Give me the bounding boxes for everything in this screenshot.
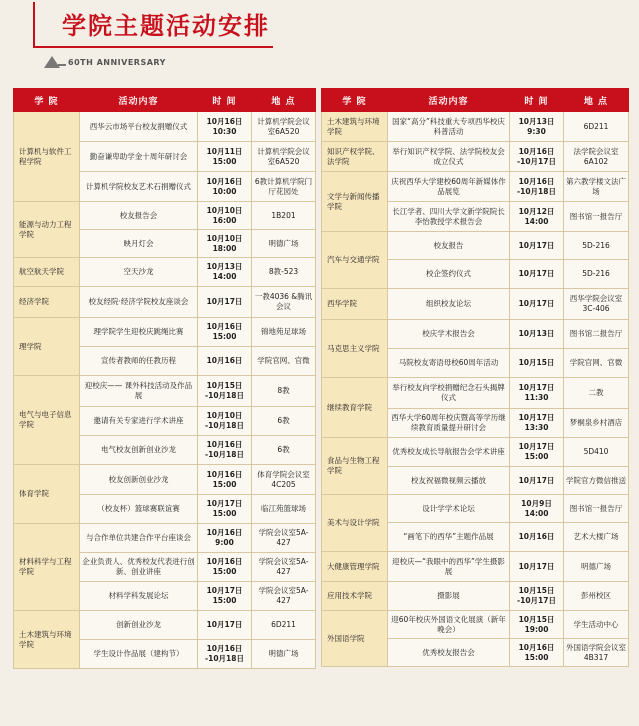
cell-time: 10月9日 14:00: [510, 495, 564, 523]
cell-time: 10月13日: [510, 320, 564, 349]
cell-activity: 校友创新创业沙龙: [80, 465, 198, 495]
cell-time: 10月10日 18:00: [198, 230, 252, 258]
table-row: [14, 202, 316, 230]
cell-activity: 优秀校友成长导航报告会学术讲座: [388, 438, 510, 467]
header-activity: 活动内容: [388, 89, 510, 112]
cell-time: 10月17日 15:00: [198, 495, 252, 524]
cell-school: 土木建筑与环境学院: [322, 112, 388, 142]
cell-time: 10月13日 14:00: [198, 258, 252, 287]
cell-activity: 企业负责人、优秀校友代表进行创新、创业讲座: [80, 553, 198, 582]
cell-activity: 国家“高分”科技重大专项西华校庆科普活动: [388, 112, 510, 142]
cell-place: 6教计算机学院门厅花园处: [252, 172, 316, 202]
cell-time: 10月16日: [510, 523, 564, 552]
cell-activity: 与合作单位共建合作平台座谈会: [80, 524, 198, 553]
cell-place: 第六教学楼文法广场: [564, 172, 629, 202]
cell-activity: 电气校友创新创业沙龙: [80, 436, 198, 465]
cell-school: 经济学院: [14, 287, 80, 318]
cell-activity: 举行知识产权学院、法学院校友会成立仪式: [388, 142, 510, 172]
cell-activity: 校友报告会: [80, 202, 198, 230]
cell-time: 10月16日 -10月17日: [510, 142, 564, 172]
cell-time: 10月12日 14:00: [510, 202, 564, 232]
cell-time: 10月15日: [510, 349, 564, 378]
cell-time: 10月17日 11:30: [510, 378, 564, 409]
cell-time: 10月17日 15:00: [198, 582, 252, 611]
cell-place: 体育学院会议室4C205: [252, 465, 316, 495]
table-row: [14, 318, 316, 347]
header-school: 学 院: [14, 89, 80, 112]
table-row: [14, 112, 316, 142]
cell-activity: 西华大学60周年校庆暨高等学历继续教育质量提升研讨会: [388, 409, 510, 438]
cell-place: 5D-216: [564, 232, 629, 260]
cell-school: 美术与设计学院: [322, 495, 388, 552]
cell-activity: 设计学学术论坛: [388, 495, 510, 523]
table-row: [322, 438, 629, 467]
cell-place: 8教: [252, 376, 316, 407]
cell-place: 1B201: [252, 202, 316, 230]
cell-place: 学院官方微信推送: [564, 467, 629, 495]
cell-school: 体育学院: [14, 465, 80, 524]
table-row: [14, 376, 316, 407]
cell-activity: 校友经院·经济学院校友座谈会: [80, 287, 198, 318]
cell-place: 计算机学院会议室6A520: [252, 112, 316, 142]
cell-time: 10月17日: [510, 552, 564, 582]
cell-activity: 马院校友寄语母校60周年活动: [388, 349, 510, 378]
cell-activity: 摄影展: [388, 582, 510, 611]
cell-activity: 空天沙龙: [80, 258, 198, 287]
schedule-table-left: [13, 88, 316, 669]
table-row: [322, 611, 629, 639]
cell-school: 航空航天学院: [14, 258, 80, 287]
cell-place: 法学院会议室6A102: [564, 142, 629, 172]
cell-activity: 庆祝西华大学建校60周年新媒体作品展览: [388, 172, 510, 202]
cell-activity: 邀请有关专家进行学术讲座: [80, 407, 198, 436]
cell-place: 学生活动中心: [564, 611, 629, 639]
cell-activity: 迎校庆—— 课外科技活动及作品展: [80, 376, 198, 407]
cell-activity: 理学院学生迎校庆跳绳比赛: [80, 318, 198, 347]
header-time: 时 间: [510, 89, 564, 112]
cell-time: 10月15日 19:00: [510, 611, 564, 639]
cell-time: 10月16日 15:00: [198, 318, 252, 347]
cell-school: 计算机与软件工程学院: [14, 112, 80, 202]
cell-school: 马克思主义学院: [322, 320, 388, 378]
cell-place: 图书馆一报告厅: [564, 202, 629, 232]
cell-time: 10月16日 15:00: [510, 639, 564, 667]
cell-activity: 映月灯会: [80, 230, 198, 258]
table-header-row: [322, 89, 629, 112]
cell-activity: 材料学科发展论坛: [80, 582, 198, 611]
cell-place: 图书馆二报告厅: [564, 320, 629, 349]
table-row: [322, 232, 629, 260]
cell-place: 一教4036 &腾讯会议: [252, 287, 316, 318]
cell-time: 10月15日 -10月18日: [198, 376, 252, 407]
table-row: [322, 378, 629, 409]
cell-school: 电气与电子信息学院: [14, 376, 80, 465]
table-row: [322, 495, 629, 523]
cell-activity: 迎60年校庆外国语文化展演（新年晚会）: [388, 611, 510, 639]
table-header-row: [14, 89, 316, 112]
cell-activity: 校庆学术报告会: [388, 320, 510, 349]
cell-time: 10月17日 15:00: [510, 438, 564, 467]
cell-time: 10月16日 -10月18日: [198, 640, 252, 669]
cell-place: 明德广场: [252, 230, 316, 258]
cell-place: 图书馆一报告厅: [564, 495, 629, 523]
cell-activity: 举行校友向学校捐赠纪念石头揭牌仪式: [388, 378, 510, 409]
table-row: [14, 524, 316, 553]
cell-place: 学院会议室5A-427: [252, 553, 316, 582]
cell-school: 西华学院: [322, 289, 388, 320]
cell-time: 10月17日: [510, 467, 564, 495]
triangle-icon: [44, 56, 60, 68]
cell-school: 食品与生物工程学院: [322, 438, 388, 495]
cell-place: 学院会议室5A-427: [252, 582, 316, 611]
cell-place: 梦桐泉乡村酒店: [564, 409, 629, 438]
cell-school: 继续教育学院: [322, 378, 388, 438]
cell-place: 8教-523: [252, 258, 316, 287]
table-row: [322, 172, 629, 202]
cell-school: 能源与动力工程学院: [14, 202, 80, 258]
cell-activity: （校友杯）篮球赛联谊赛: [80, 495, 198, 524]
cell-place: 锦地苑足球场: [252, 318, 316, 347]
cell-place: 外国语学院会议室4B317: [564, 639, 629, 667]
header-school: 学 院: [322, 89, 388, 112]
table-row: [322, 142, 629, 172]
header-time: 时 间: [198, 89, 252, 112]
cell-place: 学院官网、官微: [564, 349, 629, 378]
cell-activity: 迎校庆—“我眼中的西华”学生摄影展: [388, 552, 510, 582]
cell-place: 二教: [564, 378, 629, 409]
cell-place: 6教: [252, 407, 316, 436]
cell-place: 明德广场: [564, 552, 629, 582]
table-row: [322, 320, 629, 349]
cell-school: 外国语学院: [322, 611, 388, 667]
page-header: [0, 0, 639, 84]
cell-place: 6教: [252, 436, 316, 465]
cell-activity: 西华云市场平台校友捐赠仪式: [80, 112, 198, 142]
cell-time: 10月11日 15:00: [198, 142, 252, 172]
cell-time: 10月16日 -10月18日: [510, 172, 564, 202]
cell-school: 汽车与交通学院: [322, 232, 388, 289]
header-place: 地 点: [252, 89, 316, 112]
cell-activity: 学生设计作品展（建构节）: [80, 640, 198, 669]
schedule-table-right: [321, 88, 629, 667]
page-title: 学院主题活动安排: [62, 12, 270, 40]
cell-place: 艺术大楼广场: [564, 523, 629, 552]
cell-time: 10月16日 10:30: [198, 112, 252, 142]
table-row: [322, 552, 629, 582]
cell-place: 西华学院会议室3C-406: [564, 289, 629, 320]
cell-place: 6D211: [252, 611, 316, 640]
table-row: [14, 258, 316, 287]
cell-time: 10月16日: [198, 347, 252, 376]
anniversary-label: 60TH ANNIVERSARY: [68, 58, 166, 67]
cell-school: 知识产权学院、法学院: [322, 142, 388, 172]
divider: [58, 64, 66, 66]
cell-place: 计算机学院会议室6A520: [252, 142, 316, 172]
cell-place: 临江苑篮球场: [252, 495, 316, 524]
cell-time: 10月15日 -10月17日: [510, 582, 564, 611]
table-row: [322, 582, 629, 611]
table-row: [14, 287, 316, 318]
cell-time: 10月16日 9:00: [198, 524, 252, 553]
cell-time: 10月17日: [198, 287, 252, 318]
cell-place: 5D-216: [564, 260, 629, 289]
table-row: [14, 611, 316, 640]
cell-time: 10月10日 16:00: [198, 202, 252, 230]
cell-school: 应用技术学院: [322, 582, 388, 611]
cell-activity: 校友报告: [388, 232, 510, 260]
header-place: 地 点: [564, 89, 629, 112]
cell-time: 10月16日 -10月18日: [198, 436, 252, 465]
cell-school: 材料科学与工程学院: [14, 524, 80, 611]
cell-activity: 创新创业沙龙: [80, 611, 198, 640]
cell-time: 10月17日 13:30: [510, 409, 564, 438]
cell-time: 10月17日: [510, 232, 564, 260]
cell-activity: 校企签约仪式: [388, 260, 510, 289]
table-row: [322, 112, 629, 142]
header-activity: 活动内容: [80, 89, 198, 112]
cell-time: 10月16日 15:00: [198, 465, 252, 495]
cell-place: 学院会议室5A-427: [252, 524, 316, 553]
cell-place: 明德广场: [252, 640, 316, 669]
cell-time: 10月13日 9:30: [510, 112, 564, 142]
cell-activity: 勤奋谦卑助学金十周年研讨会: [80, 142, 198, 172]
cell-time: 10月17日: [510, 260, 564, 289]
cell-place: 5D410: [564, 438, 629, 467]
cell-activity: “画笔下的西华”主题作品展: [388, 523, 510, 552]
cell-school: 土木建筑与环境学院: [14, 611, 80, 669]
cell-school: 文学与新闻传播学院: [322, 172, 388, 232]
cell-activity: 计算机学院校友艺术石捐赠仪式: [80, 172, 198, 202]
cell-activity: 宣传者教师的任教历程: [80, 347, 198, 376]
cell-time: 10月17日: [198, 611, 252, 640]
cell-school: 大健康管理学院: [322, 552, 388, 582]
cell-activity: 校友祝福微视频云播放: [388, 467, 510, 495]
cell-activity: 优秀校友报告会: [388, 639, 510, 667]
cell-time: 10月10日 -10月18日: [198, 407, 252, 436]
cell-activity: 长江学者、四川大学文新学院院长李怡教授学术报告会: [388, 202, 510, 232]
cell-time: 10月16日 10:00: [198, 172, 252, 202]
table-row: [14, 465, 316, 495]
table-row: [322, 289, 629, 320]
cell-place: 6D211: [564, 112, 629, 142]
cell-school: 理学院: [14, 318, 80, 376]
cell-time: 10月16日 15:00: [198, 553, 252, 582]
cell-activity: 组织校友论坛: [388, 289, 510, 320]
cell-place: 学院官网、官微: [252, 347, 316, 376]
cell-time: 10月17日: [510, 289, 564, 320]
cell-place: 彭州校区: [564, 582, 629, 611]
